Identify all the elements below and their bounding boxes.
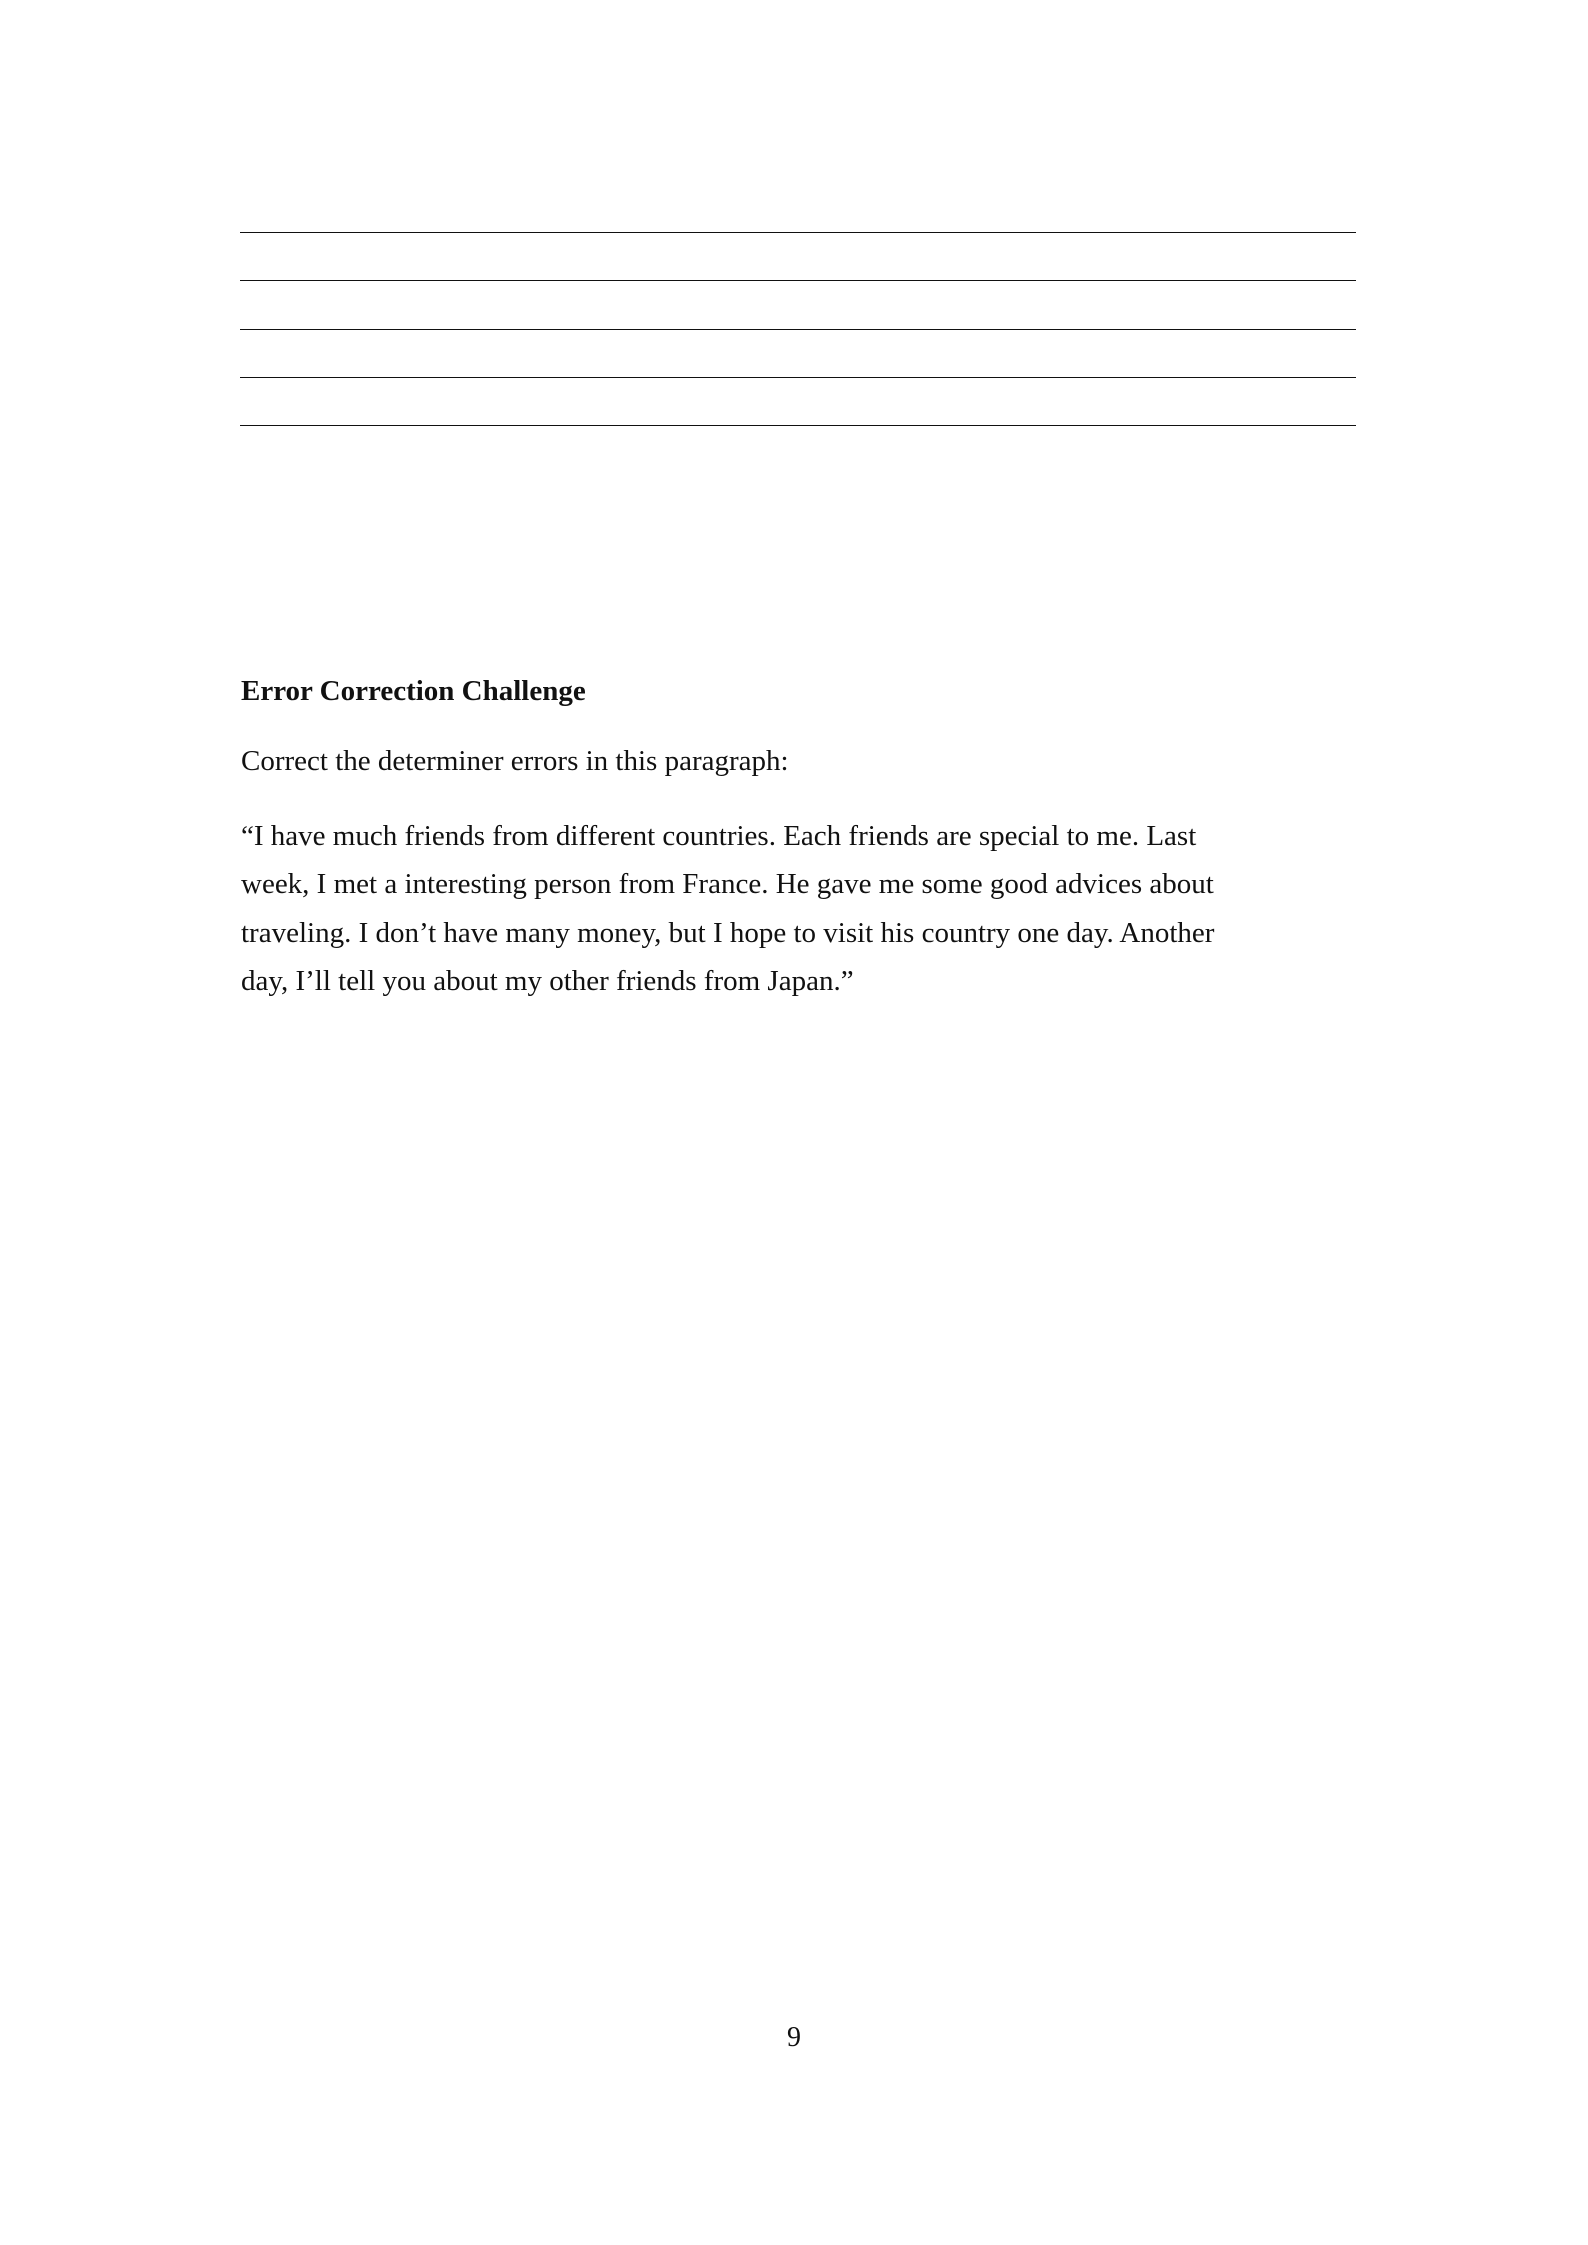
instruction-text: Correct the determiner errors in this paragraph: xyxy=(241,745,789,777)
paragraph-line: “I have much friends from different countries. Each friends are special to me. Last xyxy=(241,820,1197,852)
section-heading: Error Correction Challenge xyxy=(241,675,586,707)
paragraph-line: day, I’ll tell you about my other friends from Japan.” xyxy=(241,964,854,997)
answer-line[interactable] xyxy=(240,377,1356,378)
paragraph-line: week, I met a interesting person from France. He gave me some good advices about xyxy=(241,868,1214,901)
answer-line[interactable] xyxy=(240,425,1356,426)
answer-line[interactable] xyxy=(240,329,1356,330)
answer-line[interactable] xyxy=(240,232,1356,233)
answer-line[interactable] xyxy=(240,280,1356,281)
error-paragraph xyxy=(241,812,1361,1005)
paragraph-line: traveling. I don’t have many money, but I hope to visit his country one day. Another xyxy=(241,916,1215,949)
page-number: 9 xyxy=(787,2022,801,2053)
